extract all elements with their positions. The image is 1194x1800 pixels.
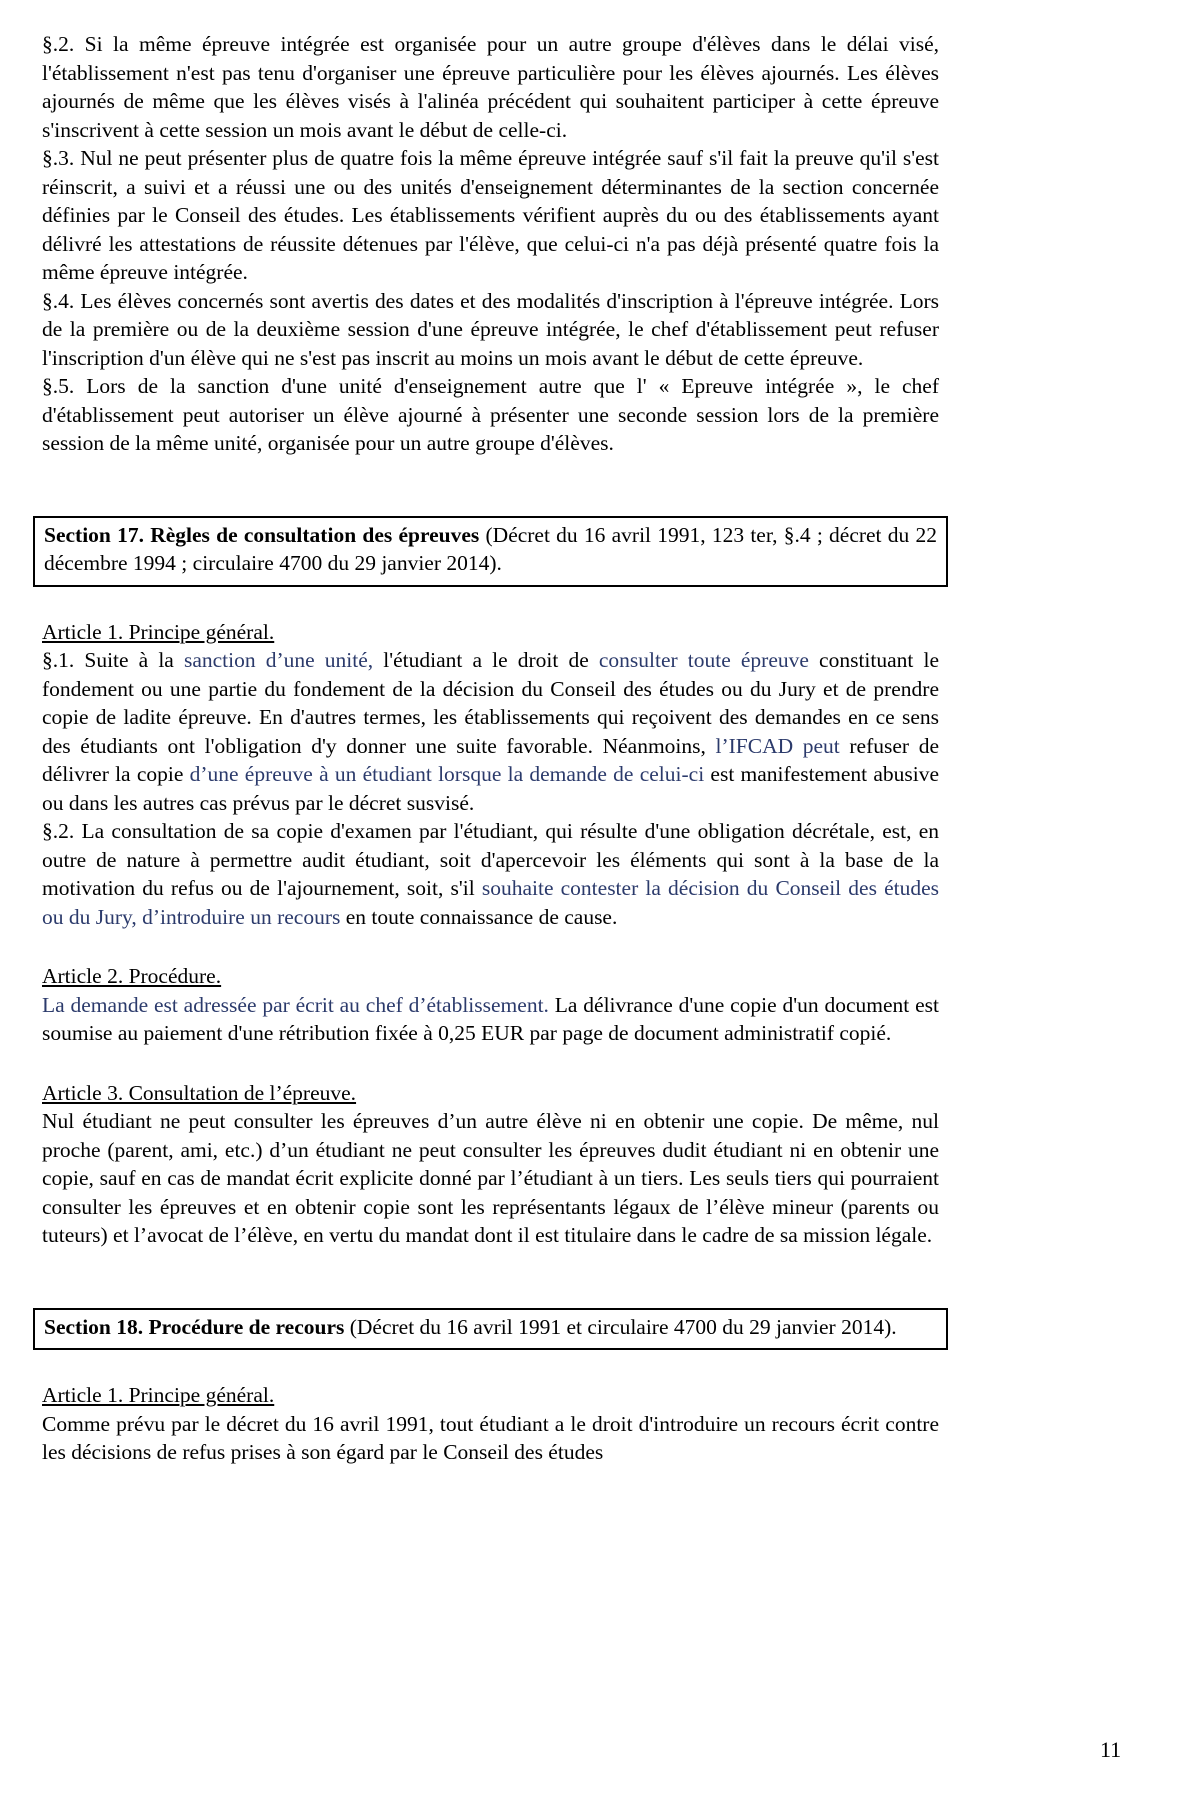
text-span: §.2. La consultation de sa copie d'examen par l'étudiant, qui résulte d'une obligation décrétale, est, en outre de nature à permettre audit étudiant, soit d'apercevoir les éléments qui sont à la base de la motivation du refus ou de l'ajournement, soit, s'il: [42, 819, 939, 900]
intro-paragraph-3: [42, 144, 939, 287]
section-18-reference: (Décret du 16 avril 1991 et circulaire 4700 du 29 janvier 2014).: [344, 1314, 897, 1339]
intro-paragraph-5: [42, 372, 939, 458]
text-span: §.4. Les élèves concernés sont avertis des dates et des modalités d'inscription à l'épreuve intégrée. Lors de la première ou de la deuxième session d'une épreuve intégrée, le chef d'établissement peut refuser l'inscription d'un élève qui ne s'est pas inscrit au moins un mois avant le début de cette épreuve.: [42, 288, 939, 370]
text-span: refuser de délivrer la copie: [42, 733, 939, 786]
inserted-text-span: l’IFCAD peut: [715, 733, 840, 758]
text-span: en toute connaissance de cause.: [340, 904, 618, 929]
page-number: 11: [1100, 1737, 1122, 1762]
text-column: [42, 30, 939, 1467]
inserted-text-span: souhaite contester la décision du Conseil des études ou du Jury, d’introduire un recours: [42, 876, 939, 929]
inserted-text-span: consulter toute épreuve: [598, 648, 809, 672]
section-18-heading-box: [33, 1308, 948, 1351]
section17-article3-paragraph: [42, 1107, 939, 1250]
inserted-text-span: La demande est adressée par écrit au chef d’établissement.: [42, 992, 549, 1017]
section17-article3-heading: Article 3. Consultation de l’épreuve.: [42, 1080, 357, 1105]
section-18-title: Section 18. Procédure de recours: [44, 1314, 345, 1339]
text-span: Nul étudiant ne peut consulter les épreuves d’un autre élève ni en obtenir une copie. De même, nul proche (parent, ami, etc.) d’un étudiant ne peut consulter les épreuves dudit étudiant ni en obtenir une copie, sauf en cas de mandat écrit explicite donné par l’étudiant à un tiers. Les seuls tiers qui pourraient consulter les épreuves et en obtenir copie sont les représentants légaux de l’élève mineur (parents ou tuteurs) et l’avocat de l’élève, en vertu du mandat dont il est titulaire dans le cadre de sa mission légale.: [42, 1109, 939, 1247]
text-span: constituant le fondement ou une partie du fondement de la décision du Conseil des études ou du Jury et de prendre copie de ladite épreuve. En d'autres termes, les établissements qui reçoivent des demandes en ce sens des étudiants ont l'obligation d'y donner une suite favorable. Néanmoins,: [42, 648, 940, 758]
intro-paragraph-4: [42, 287, 939, 373]
section17-article1-paragraph-2: [42, 817, 939, 931]
text-span: l'étudiant a le droit de: [373, 648, 599, 672]
section-17-title: Section 17. Règles de consultation des épreuves: [44, 522, 480, 547]
text-span: §.1. Suite à la: [42, 648, 184, 672]
section17-article1-heading: Article 1. Principe général.: [42, 619, 275, 644]
section18-article1-heading: Article 1. Principe général.: [42, 1383, 275, 1407]
section-17-reference: (Décret du 16 avril 1991, 123 ter, §.4 ; décret du 22 décembre 1994 ; circulaire 4700 du 29 janvier 2014).: [44, 522, 937, 575]
inserted-text-span: d’une épreuve à un étudiant lorsque la demande de celui-ci: [189, 762, 705, 786]
inserted-text-span: sanction d’une unité,: [183, 648, 374, 672]
intro-paragraph-2: [42, 30, 939, 144]
section17-article1-paragraph-1: [42, 646, 939, 817]
text-span: est manifestement abusive ou dans les autres cas prévus par le décret susvisé.: [42, 762, 939, 815]
section-17-heading-box: [33, 516, 948, 587]
text-span: Comme prévu par le décret du 16 avril 1991, tout étudiant a le droit d'introduire un recours écrit contre les décisions de refus prises à son égard par le Conseil des études: [42, 1411, 939, 1464]
text-span: La délivrance d'une copie d'un document est soumise au paiement d'une rétribution fixée à 0,25 EUR par page de document administratif copié.: [42, 992, 940, 1045]
text-span: §.2. Si la même épreuve intégrée est organisée pour un autre groupe d'élèves dans le délai visé, l'établissement n'est pas tenu d'organiser une épreuve particulière pour les élèves ajournés. Les élèves ajournés de même que les élèves visés à l'alinéa précédent qui souhaitent participer à cette épreuve s'inscrivent à cette session un mois avant le début de celle-ci.: [42, 32, 939, 142]
section17-article2-heading: Article 2. Procédure.: [42, 964, 222, 988]
section17-article2-paragraph: [42, 991, 939, 1048]
text-span: §.5. Lors de la sanction d'une unité d'enseignement autre que l' « Epreuve intégrée », le chef d'établissement peut autoriser un élève ajourné à présenter une seconde session lors de la première session de la même unité, organisée pour un autre groupe d'élèves.: [42, 374, 939, 455]
text-span: §.3. Nul ne peut présenter plus de quatre fois la même épreuve intégrée sauf s'il fait la preuve qu'il s'est réinscrit, a suivi et a réussi une ou des unités d'enseignement déterminantes de la section concernée définies par le Conseil des études. Les établissements vérifient auprès du ou des établissements ayant délivré les attestations de réussite détenues par l'élève, que celui-ci n'a pas déjà présenté quatre fois la même épreuve intégrée.: [42, 146, 939, 284]
section18-article1-paragraph: [42, 1410, 939, 1467]
